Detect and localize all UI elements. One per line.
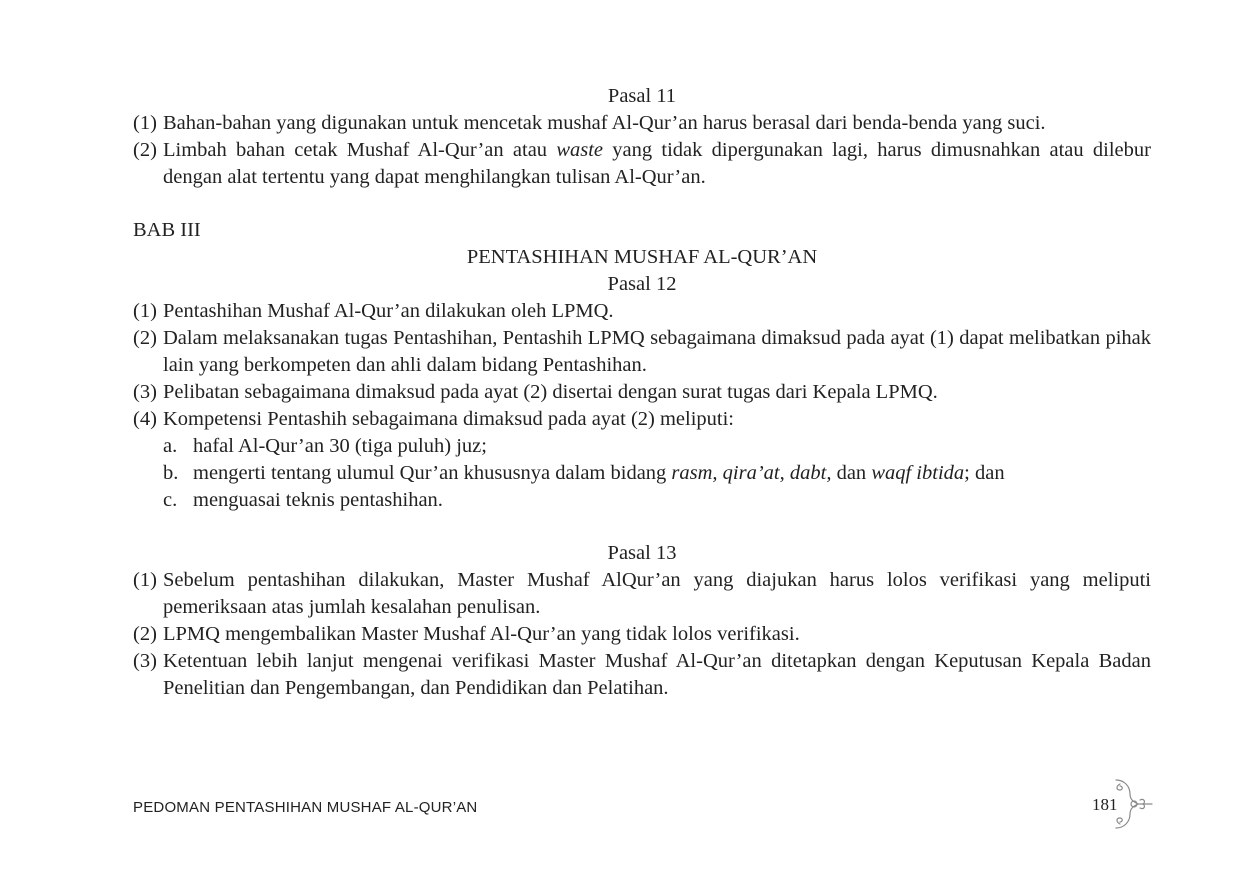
- item-text: LPMQ mengembalikan Master Mushaf Al-Qur’an yang tidak lolos verifikasi.: [163, 623, 800, 645]
- item-text: Bahan-bahan yang digunakan untuk mencetak mushaf Al-Qur’an harus berasal dari benda-benda yang suci.: [163, 112, 1046, 134]
- item-number: (4): [133, 408, 157, 430]
- subitem-letter: a.: [163, 435, 178, 457]
- pasal-12-heading: Pasal 12: [607, 273, 677, 295]
- item-number: (3): [133, 650, 157, 672]
- item-number: (2): [133, 623, 157, 645]
- subitem-letter: b.: [163, 462, 179, 484]
- item-text: Pelibatan sebagaimana dimaksud pada ayat (2) disertai dengan surat tugas dari Kepala LPMQ.: [163, 381, 938, 403]
- item-text: Limbah bahan cetak Mushaf Al-Qur’an atau: [163, 139, 557, 161]
- subitem-text: dan: [831, 462, 872, 484]
- pasal-12-subitem-c: [133, 487, 1151, 514]
- bab-title: PENTASHIHAN MUSHAF AL-QUR’AN: [466, 246, 818, 268]
- subitem-text: menguasai teknis pentashihan.: [193, 489, 443, 511]
- bab-label: BAB III: [133, 219, 201, 241]
- pasal-12-item-2: [133, 325, 1151, 379]
- pasal-12-item-3: [133, 379, 1151, 406]
- pasal-12-subitem-b: [133, 460, 1151, 487]
- item-text-italic: waste: [556, 139, 604, 161]
- page-body: [133, 83, 1151, 702]
- subitem-text: hafal Al-Qur’an 30 (tiga puluh) juz;: [193, 435, 487, 457]
- pasal-13-item-1: [133, 567, 1151, 621]
- item-number: (1): [133, 300, 157, 322]
- subitem-text: ; dan: [964, 462, 1005, 484]
- pasal-13-heading: Pasal 13: [607, 542, 677, 564]
- item-text: Ketentuan lebih lanjut mengenai verifikasi Master Mushaf Al-Qur’an ditetapkan dengan Keputusan Kepala Badan Penelitian dan Pengembangan, dan Pendidikan dan Pelatihan.: [163, 650, 1151, 699]
- item-number: (1): [133, 112, 157, 134]
- subitem-text-italic: rasm, qira’at, dabt,: [671, 462, 832, 484]
- item-number: (1): [133, 569, 157, 591]
- subitem-text-italic: waqf ibtida: [871, 462, 965, 484]
- item-text: Pentashihan Mushaf Al-Qur’an dilakukan oleh LPMQ.: [163, 300, 614, 322]
- item-number: (2): [133, 139, 157, 161]
- pasal-12-item-4: [133, 406, 1151, 433]
- pasal-12-subitem-a: [133, 433, 1151, 460]
- page-number: 181: [1092, 795, 1118, 814]
- pasal-11-item-2: [133, 137, 1151, 191]
- ornament-icon: [1110, 776, 1154, 832]
- footer-book-title: PEDOMAN PENTASHIHAN MUSHAF AL-QUR’AN: [133, 799, 478, 816]
- item-number: (2): [133, 327, 157, 349]
- pasal-12-item-1: [133, 298, 1151, 325]
- item-text: Kompetensi Pentashih sebagaimana dimaksud pada ayat (2) meliputi:: [163, 408, 735, 430]
- item-text: yang tidak dipergunakan lagi, harus dimusnahkan atau dilebur dengan alat tertentu yang dapat menghilangkan tulisan Al-Qur’an.: [163, 139, 1151, 188]
- item-text: Sebelum pentashihan dilakukan, Master Mushaf AlQur’an yang diajukan harus lolos verifikasi yang meliputi pemeriksaan atas jumlah kesalahan penulisan.: [163, 569, 1151, 618]
- subitem-text: mengerti tentang ulumul Qur’an khususnya dalam bidang: [193, 462, 672, 484]
- item-text: Dalam melaksanakan tugas Pentashihan, Pentashih LPMQ sebagaimana dimaksud pada ayat (1) dapat melibatkan pihak lain yang berkompeten dan ahli dalam bidang Pentashihan.: [163, 327, 1151, 376]
- pasal-11-item-1: [133, 110, 1151, 137]
- pasal-11-heading: Pasal 11: [607, 85, 677, 107]
- item-number: (3): [133, 381, 157, 403]
- subitem-letter: c.: [163, 489, 178, 511]
- pasal-13-item-2: [133, 621, 1151, 648]
- pasal-13-item-3: [133, 648, 1151, 702]
